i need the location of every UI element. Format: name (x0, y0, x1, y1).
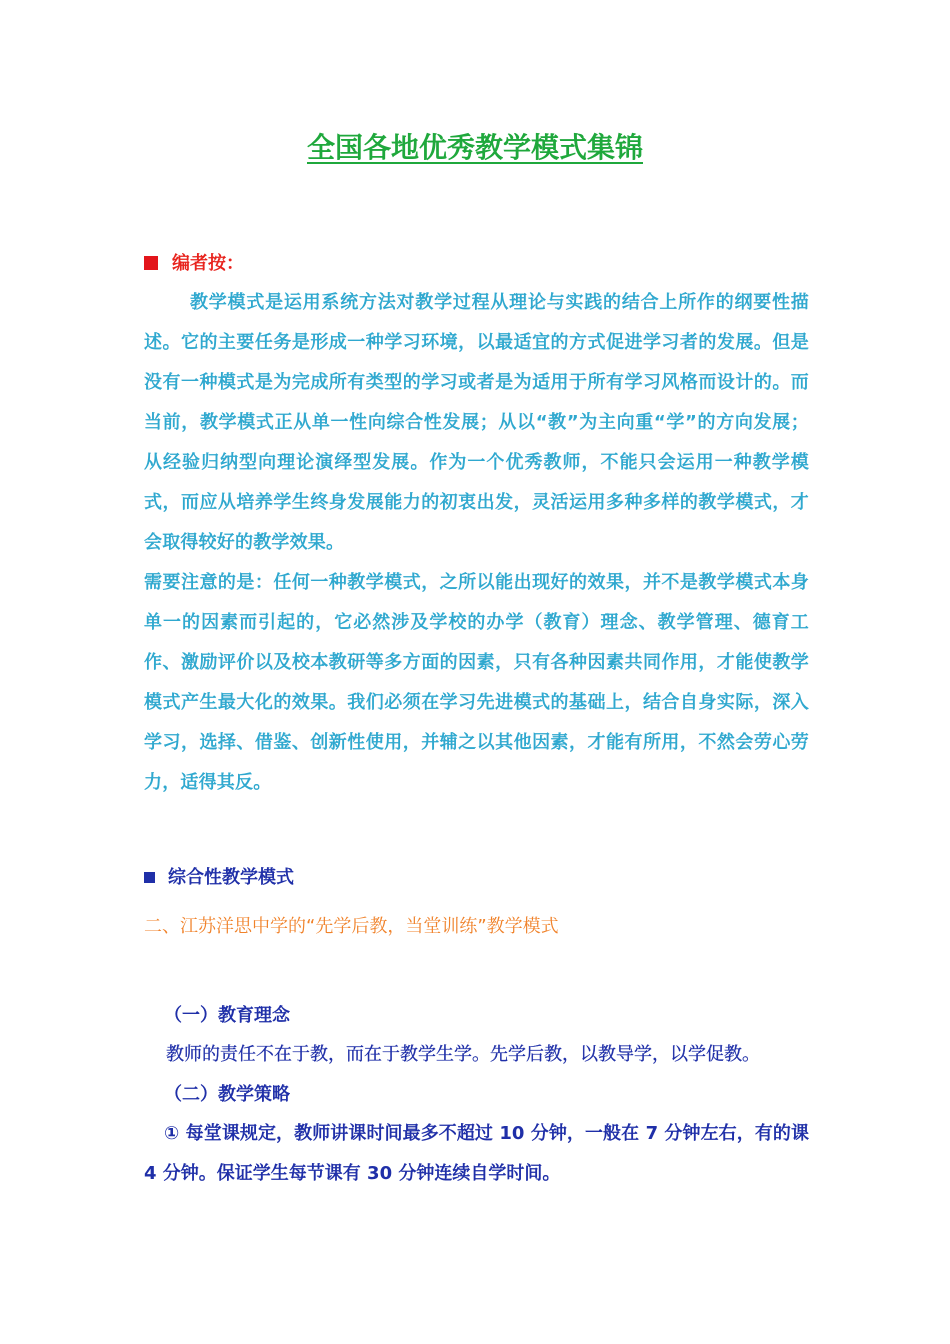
blue-square-bullet-icon (144, 872, 155, 883)
section-subtitle: 二、江苏洋思中学的“先学后教，当堂训练”教学模式 (144, 916, 559, 937)
editor-note-heading (144, 252, 244, 276)
item-heading-strategy: （二）教学策略 (164, 1084, 290, 1105)
item-heading-philosophy: （一）教育理念 (164, 1005, 290, 1026)
intro-paragraph: 教学模式是运用系统方法对教学过程从理论与实践的结合上所作的纲要性描述。它的主要任务是形成一种学习环境，以最适宜的方式促进学习者的发展。但是没有一种模式是为完成所有类型的学习或者是为适用于所有学习风格而设计的。而当前，教学模式正从单一性向综合性发展；从以“教”为主向重“学”的方向发展；从经验归纳型向理论演绎型发展。作为一个优秀教师，不能只会运用一种教学模式，而应从培养学生终身发展能力的初衷出发，灵活运用多种多样的教学模式，才会取得较好的教学效果。 (144, 292, 809, 553)
editor-note-label: 编者按： (172, 253, 244, 274)
item-text-philosophy: 教师的责任不在于教，而在于教学生学。先学后教，以教导学，以学促教。 (166, 1044, 760, 1065)
section-heading-label: 综合性教学模式 (168, 867, 294, 888)
section-heading (144, 866, 294, 890)
item-text-strategy: ① 每堂课规定，教师讲课时间最多不超过 10 分钟，一般在 7 分钟左右，有的课 4 分钟。保证学生每节课有 30 分钟连续自学时间。 (144, 1123, 809, 1184)
red-square-bullet-icon (144, 256, 158, 270)
note-paragraph: 需要注意的是：任何一种教学模式，之所以能出现好的效果，并不是教学模式本身单一的因素而引起的，它必然涉及学校的办学（教育）理念、教学管理、德育工作、激励评价以及校本教研等多方面的因素，只有各种因素共同作用，才能使教学模式产生最大化的效果。我们必须在学习先进模式的基础上，结合自身实际，深入学习，选择、借鉴、创新性使用，并辅之以其他因素，才能有所用，不然会劳心劳力，适得其反。 (144, 572, 809, 793)
page-title: 全国各地优秀教学模式集锦 (306, 131, 643, 164)
